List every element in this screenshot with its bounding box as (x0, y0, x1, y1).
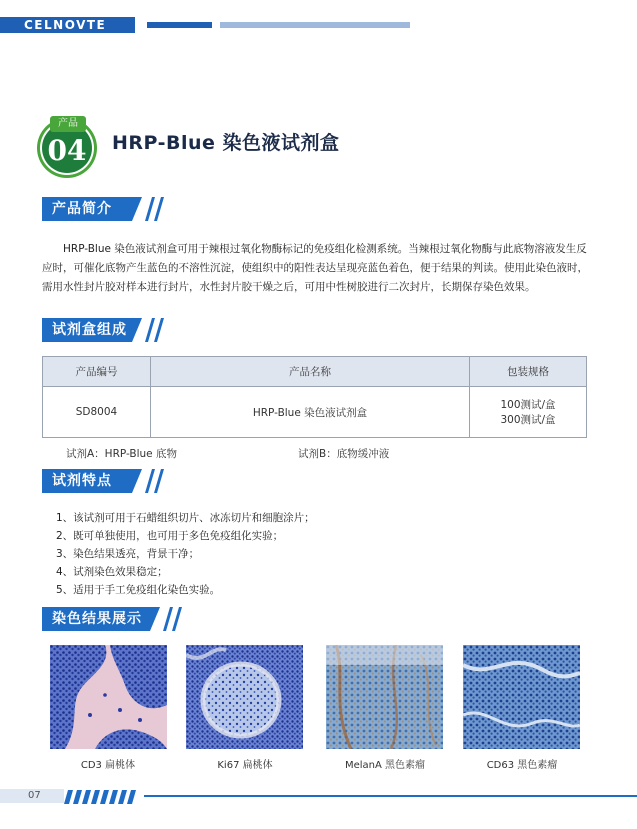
brand-logo: CELNOVTE (24, 18, 107, 32)
header-accent-bar (147, 22, 212, 28)
image-caption: CD63 黑色素瘤 (486, 760, 558, 771)
page-title: HRP-Blue 染色液试剂盒 (112, 132, 340, 154)
badge-number: 04 (47, 134, 87, 167)
image-caption: MelanA 黑色素瘤 (344, 760, 426, 771)
footer-stripes (64, 789, 144, 803)
list-item: 4、试剂染色效果稳定； (56, 566, 168, 578)
list-item: 3、染色结果透亮，背景干净； (56, 548, 200, 560)
table-row (43, 387, 587, 438)
table-header: 包装规格 (470, 357, 587, 387)
section-heading-kit: 试剂盒组成 (42, 318, 164, 342)
micrograph-image-3 (326, 645, 443, 749)
reagent-a: 试剂A：HRP-Blue 底物 (66, 448, 177, 460)
section-heading-results: 染色结果展示 (42, 607, 182, 631)
section-heading-intro: 产品简介 (42, 197, 164, 221)
list-item: 5、适用于手工免疫组化染色实验。 (56, 584, 221, 596)
micrograph-image-1 (50, 645, 167, 749)
product-code: SD8004 (43, 387, 151, 438)
micrograph-image-2 (186, 645, 303, 749)
list-item: 1、该试剂可用于石蜡组织切片、冰冻切片和细胞涂片； (56, 512, 315, 524)
list-item: 2、既可单独使用，也可用于多色免疫组化实验； (56, 530, 284, 542)
reagent-b: 试剂B：底物缓冲液 (298, 448, 390, 460)
package-spec: 100测试/盒 300测试/盒 (470, 387, 587, 438)
intro-paragraph: HRP-Blue 染色液试剂盒可用于辣根过氧化物酶标记的免疫组化检测系统。当辣根过氧化物酶与此底物溶液发生反应时，可催化底物产生蓝色的不溶性沉淀，使组织中的阳性表达呈现亮蓝色着色，便于结果的判读。使用此染色液时，需用水性封片胶对样本进行封片，水性封片胶干燥之后，可用中性树胶进行二次封片，长期保存染色效果。 (42, 243, 588, 293)
header-accent-bar-light (220, 22, 410, 28)
table-header: 产品名称 (151, 357, 470, 387)
image-caption: Ki67 扁桃体 (217, 760, 273, 771)
page-number: 07 (0, 789, 64, 803)
image-caption: CD3 扁桃体 (80, 760, 136, 771)
badge-tag: 产品 (50, 116, 86, 132)
section-heading-features: 试剂特点 (42, 469, 164, 493)
micrograph-image-4 (463, 645, 580, 749)
footer-rule (144, 795, 637, 797)
product-name: HRP-Blue 染色液试剂盒 (151, 387, 470, 438)
kit-table (42, 356, 587, 438)
table-header: 产品编号 (43, 357, 151, 387)
features-list (56, 509, 315, 599)
product-number-badge (37, 118, 97, 178)
